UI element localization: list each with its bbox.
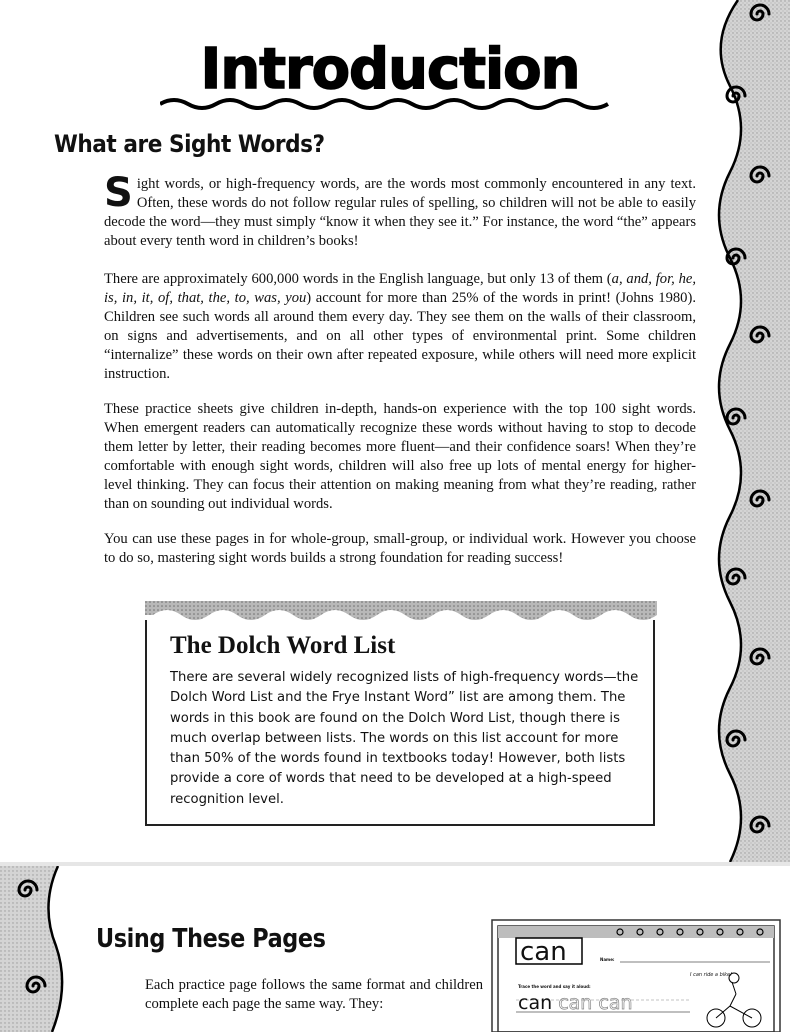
box-text: There are several widely recognized lists of high-frequency words—the Dolch Word List and the Frye Instant Word” list are among them. The words in this book are found on the Dolch Word List, though there is much overlap between lists. The words on this list account for more than 50% of the words found in textbooks today! However, both lists provide a core of words that need to be developed at a high-speed recognition level. — [170, 670, 639, 807]
paragraph-practice-sheets: These practice sheets give children in-depth, hands-on experience with the top 100 sight words. When emergent readers can automatically recognize these words without having to stop to decode them letter by letter, their reading becomes more fluent—and their confidence soars! When they’re comfortable with enough sight words, children will also free up lots of mental energy for higher-level thinking. They can focus their attention on making meaning from what they’re reading, rather than on sounding out individual words. — [104, 401, 696, 512]
page-title: Introduction — [200, 37, 580, 102]
thumbnail-sight-word: can — [520, 937, 567, 967]
using-pages-page — [0, 866, 790, 1032]
box-title: The Dolch Word List — [170, 632, 396, 659]
paragraph-sight-words-definition — [104, 170, 696, 251]
italic-word-list: a, and, for, he, is, in, it, of, that, the, to, was, you — [104, 271, 696, 306]
section-heading-sight-words: What are Sight Words? — [54, 130, 325, 158]
trace-word-ghost: can — [558, 992, 593, 1014]
practice-page-thumbnail — [490, 918, 782, 1032]
paragraph-word-statistics — [104, 270, 696, 384]
trace-word-ghost: can — [598, 992, 633, 1014]
section-heading-using-pages: Using These Pages — [96, 924, 326, 954]
paragraph-text: There are approximately 600,000 words in the English language, but only 13 of them ( — [104, 271, 612, 287]
thumbnail-sentence: I can ride a bike! — [690, 972, 733, 978]
paragraph-text: ight words, or high-frequency words, are the words most commonly encountered in any text. Often, these words do not follow regular rules of spelling, so children will not be able to easily decode the word—they must simply “know it when they see it.” For instance, the word “the” appears about every tenth word in children’s books! — [104, 176, 696, 249]
swirl-border-right — [708, 0, 790, 862]
swirl-border-left — [0, 866, 70, 1032]
title-underline-wave — [160, 96, 615, 118]
thumbnail-instruction: Trace the word and say it aloud: — [518, 984, 591, 989]
paragraph-page-format: Each practice page follows the same format and children complete each page the same way. They: — [145, 977, 483, 1012]
thumbnail-trace-row — [518, 993, 633, 1013]
drop-cap: S — [104, 170, 133, 216]
paragraph-text: ) account for more than 25% of the words in print! (Johns 1980). Children see such words all around them every day. They see them on the walls of their classroom, on signs and advertisements, and on all other types of environmental print. Some children “internalize” these words on their own after repeated exposure, while others will need more explicit instruction. — [104, 290, 696, 382]
trace-word: can — [518, 992, 553, 1014]
thumbnail-name-label: Name: — [600, 957, 615, 962]
paragraph-usage: You can use these pages in for whole-group, small-group, or individual work. However you choose to do so, mastering sight words builds a strong foundation for reading success! — [104, 531, 696, 566]
